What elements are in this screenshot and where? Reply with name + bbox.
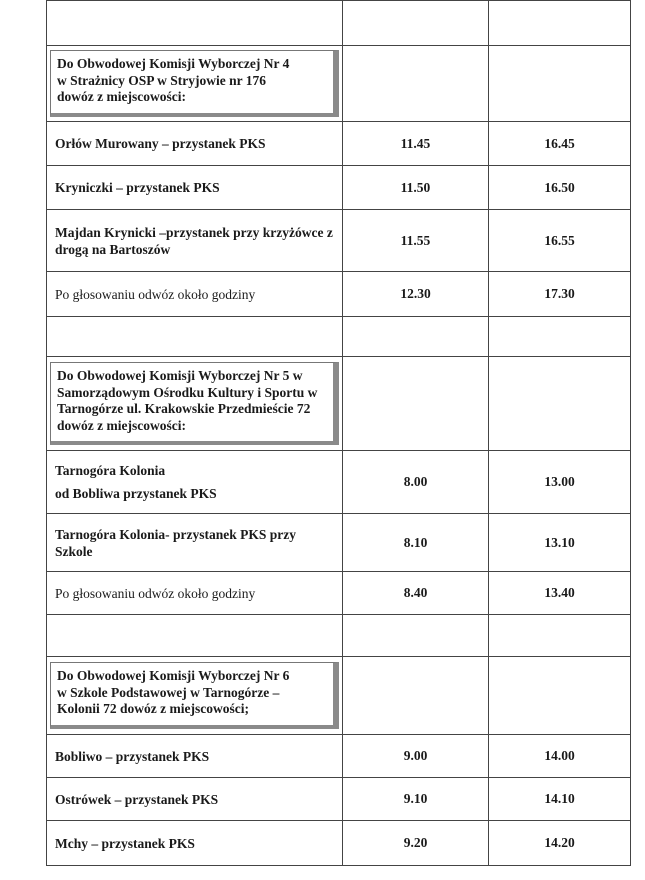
table-row bbox=[47, 821, 631, 866]
time-second: 16.45 bbox=[489, 122, 631, 166]
time-first: 9.20 bbox=[343, 821, 489, 866]
place-name: Orłów Murowany – przystanek PKS bbox=[47, 122, 343, 166]
time-first: 11.45 bbox=[343, 122, 489, 166]
time-second: 17.30 bbox=[489, 272, 631, 317]
section-header-box bbox=[50, 662, 339, 729]
time-second: 14.10 bbox=[489, 778, 631, 821]
empty-cell bbox=[47, 317, 343, 357]
empty-cell bbox=[343, 317, 489, 357]
schedule-table bbox=[46, 0, 631, 866]
place-cell bbox=[47, 451, 343, 514]
header-line: Do Obwodowej Komisji Wyborczej Nr 5 w bbox=[57, 368, 303, 383]
time-first: 8.10 bbox=[343, 514, 489, 572]
empty-row bbox=[47, 317, 631, 357]
time-first: 12.30 bbox=[343, 272, 489, 317]
empty-cell bbox=[489, 615, 631, 657]
empty-cell bbox=[343, 357, 489, 451]
empty-cell bbox=[343, 1, 489, 46]
section-header-row bbox=[47, 357, 631, 451]
time-first: 9.10 bbox=[343, 778, 489, 821]
table-row bbox=[47, 210, 631, 272]
time-first: 11.55 bbox=[343, 210, 489, 272]
place-name: Bobliwo – przystanek PKS bbox=[47, 735, 343, 778]
empty-cell bbox=[47, 1, 343, 46]
header-line: Do Obwodowej Komisji Wyborczej Nr 6 bbox=[57, 668, 290, 684]
section-header-cell bbox=[47, 46, 343, 122]
empty-cell bbox=[489, 317, 631, 357]
place-name: Tarnogóra Kolonia- przystanek PKS przy Szkole bbox=[47, 514, 343, 572]
time-first: 9.00 bbox=[343, 735, 489, 778]
header-line: dowóz z miejscowości: bbox=[57, 417, 186, 433]
time-second: 13.10 bbox=[489, 514, 631, 572]
empty-row bbox=[47, 615, 631, 657]
time-first: 11.50 bbox=[343, 166, 489, 210]
table-row bbox=[47, 166, 631, 210]
empty-cell bbox=[343, 657, 489, 735]
table-row bbox=[47, 514, 631, 572]
section-header-cell bbox=[47, 357, 343, 451]
table-row bbox=[47, 451, 631, 514]
table-row bbox=[47, 272, 631, 317]
place-name: Kryniczki – przystanek PKS bbox=[47, 166, 343, 210]
empty-cell bbox=[489, 357, 631, 451]
empty-cell bbox=[489, 1, 631, 46]
empty-cell bbox=[489, 46, 631, 122]
table-row bbox=[47, 122, 631, 166]
time-first: 8.40 bbox=[343, 572, 489, 615]
header-line: dowóz z miejscowości: bbox=[57, 89, 186, 105]
place-name: Tarnogóra Kolonia bbox=[55, 463, 166, 478]
empty-cell bbox=[343, 46, 489, 122]
place-name: Mchy – przystanek PKS bbox=[47, 821, 343, 866]
place-name: Majdan Krynicki –przystanek przy krzyżówce z drogą na Bartoszów bbox=[47, 210, 343, 272]
header-line: w Szkole Podstawowej w Tarnogórze – bbox=[57, 684, 280, 700]
section-header-row bbox=[47, 657, 631, 735]
return-note: Po głosowaniu odwóz około godziny bbox=[47, 572, 343, 615]
section-header-box bbox=[50, 362, 339, 445]
table-row bbox=[47, 735, 631, 778]
time-second: 13.40 bbox=[489, 572, 631, 615]
place-detail: od Bobliwa przystanek PKS bbox=[55, 486, 217, 501]
empty-cell bbox=[47, 615, 343, 657]
header-line: Do Obwodowej Komisji Wyborczej Nr 4 bbox=[57, 56, 290, 72]
header-line: w Strażnicy OSP w Stryjowie nr 176 bbox=[57, 72, 266, 88]
time-second: 16.50 bbox=[489, 166, 631, 210]
time-second: 13.00 bbox=[489, 451, 631, 514]
time-second: 14.20 bbox=[489, 821, 631, 866]
header-line: Samorządowym Ośrodku Kultury i Sportu w bbox=[57, 384, 318, 400]
header-line: Tarnogórze ul. Krakowskie Przedmieście 72 bbox=[57, 401, 311, 416]
time-second: 16.55 bbox=[489, 210, 631, 272]
table-row bbox=[47, 778, 631, 821]
return-note: Po głosowaniu odwóz około godziny bbox=[47, 272, 343, 317]
time-first: 8.00 bbox=[343, 451, 489, 514]
section-header-cell bbox=[47, 657, 343, 735]
section-header-row bbox=[47, 46, 631, 122]
table-row bbox=[47, 572, 631, 615]
empty-cell bbox=[489, 657, 631, 735]
empty-cell bbox=[343, 615, 489, 657]
empty-row bbox=[47, 1, 631, 46]
section-header-box bbox=[50, 50, 339, 117]
place-name: Ostrówek – przystanek PKS bbox=[47, 778, 343, 821]
time-second: 14.00 bbox=[489, 735, 631, 778]
header-line: Kolonii 72 dowóz z miejscowości; bbox=[57, 701, 249, 717]
